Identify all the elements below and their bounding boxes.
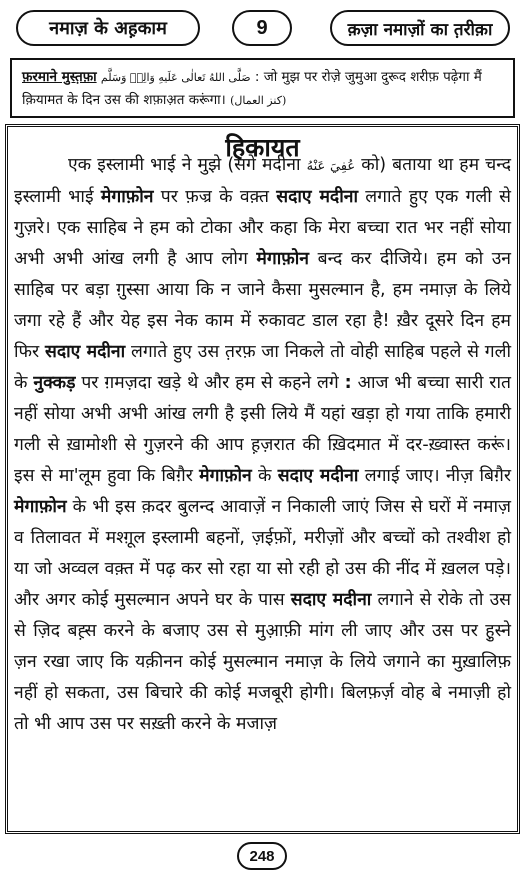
story-text: को) बताया था हम चन्द इस्लामी भाई	[14, 155, 511, 207]
story-title: हिकायत	[225, 133, 300, 162]
footer-page-number	[237, 842, 287, 870]
header-book-title	[16, 10, 200, 46]
story-text: पर ग़मज़दा खड़े थे और हम से कहने लगे	[75, 373, 345, 393]
story-bold: सदाए मदीना	[277, 466, 359, 486]
story-arabic: عُفِيَ عَنْهُ	[306, 159, 356, 174]
story-text: के भी इस क़दर बुलन्द आवाज़ें न निकाली जाएं जिस से घरों में नमाज़ व तिलावत में मश्ग़ूल इस्लामी बहनों, ज़ईफ़ों, मरीज़ों और बच्चों को तश्वीश हो या जो अव्वल वक़्त में पढ़ कर सो रहा या सो रही हो उस की नींद में ख़लल पड़े। और अगर कोई मुसल्मान अपने घर के पास	[14, 497, 511, 610]
header-chapter-title	[330, 10, 510, 46]
story-text: के	[251, 466, 278, 486]
story-bold: मेगाफ़ोन	[14, 497, 67, 517]
header-book-title-text: नमाज़ के अह़काम	[49, 18, 167, 39]
story-bold: :	[344, 373, 352, 393]
header-page-badge	[232, 10, 292, 46]
story-bold: मेगाफ़ोन	[100, 187, 154, 207]
story-bold: मेगाफ़ोन	[256, 249, 309, 269]
story-text: लगाते हुए एक गली से गुज़रे। एक साहिब ने हम को टोका और कहा कि मेरा बच्चा रात भर नहीं सोया अभी अभी आंख लगी है आप लोग	[14, 187, 511, 269]
farmaan-source: (کنز العمال)	[230, 94, 287, 107]
story-bold: सदाए मदीना	[44, 342, 126, 362]
story-bold: सदाए मदीना	[290, 590, 372, 610]
farmaan-arabic: صَلَّى اللهُ تَعالٰی عَلَيهِ وَالِهٖ وَسَلَّم	[100, 71, 251, 84]
farmaan-text: : जो मुझ पर रोज़े जुमुआ दुरूद शरीफ़ पढ़ेगा मैं क़ियामत के दिन उस की शफ़ाअ़त करूंगा।	[22, 69, 482, 108]
story-text: लगाने से रोके तो उस से ज़िद बह़्स करने के बजाए उस से मुआ़फ़ी मांग ली जाए और उस पर हु़स्ने ज़न रखा जाए कि यक़ीनन कोई मुसल्मान नमाज़ के लिये जगाने का मुख़ालिफ़ नहीं हो सकता, उस बिचारे की कोई मजबूरी होगी। बिलफ़र्ज़ वोह बे नमाज़ी हो तो भी आप उस पर सख़्ती करने के मजाज़	[14, 590, 511, 734]
story-text: आज भी बच्चा सारी रात नहीं सोया अभी अभी आंख लगी है इसी लिये मैं यहां खड़ा हो गया ताकि हमारी गली से ख़ामोशी से गुज़रने की आप ह़ज़रात की ख़िदमात में दर-ख़्वास्त करूं। इस से मा'लूम हुवा कि बिग़ैर	[14, 373, 511, 486]
farmaan-label: फ़रमाने मुस्त़फ़ा	[22, 69, 97, 85]
header-chapter-title-text: क़ज़ा नमाज़ों का त़रीक़ा	[347, 19, 493, 40]
story-bold: मेगाफ़ोन	[199, 466, 252, 486]
story-text: एक इस्लामी भाई ने मुझे (सगे मदीना	[68, 155, 307, 175]
story-text: बन्द कर दीजिये। हम को उन साहिब पर बड़ा ग़ुस्सा आया कि न जाने कैसा मुसल्मान है, हम नमाज़ के लिये जगा रहे हैं और येह इस नेक काम में रुकावट डाल रहा है! ख़ैर दूसरे दिन हम फिर	[14, 249, 511, 362]
story-text: पर फ़ज्र के वक़्त	[153, 187, 277, 207]
story-text: लगाई जाए। नीज़ बिग़ैर	[358, 466, 511, 486]
farmaan-box	[10, 58, 515, 118]
story-paragraph	[14, 150, 511, 740]
story-text: लगाते हुए उस त़रफ़ जा निकले तो वोही साहिब पहले से गली के	[14, 342, 511, 393]
story-bold: सदाए मदीना	[276, 187, 358, 207]
footer-page-number-text: 248	[249, 847, 275, 865]
story-bold: नुक्कड़	[33, 373, 76, 393]
header-page-number: 9	[256, 16, 268, 39]
